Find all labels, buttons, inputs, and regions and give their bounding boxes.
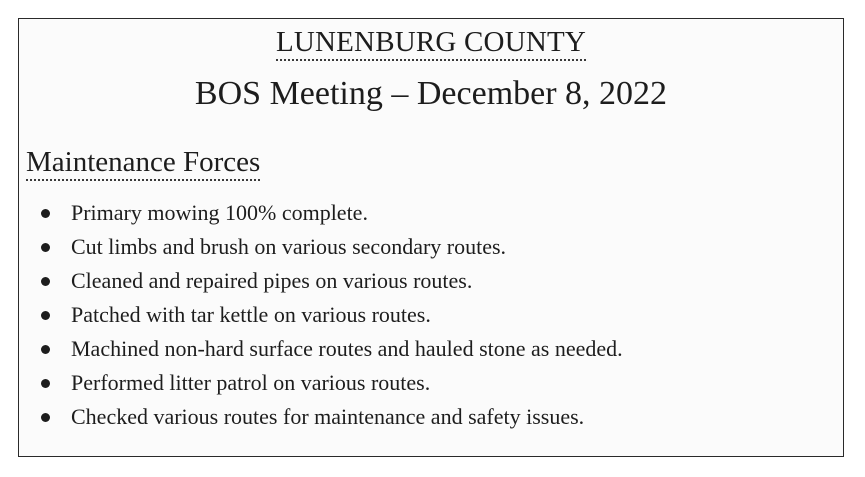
list-item <box>19 298 623 332</box>
list-item <box>19 332 623 366</box>
county-title <box>19 25 843 59</box>
list-item-text: Machined non-hard surface routes and hauled stone as needed. <box>71 336 623 361</box>
bullet-icon <box>41 243 50 252</box>
county-title-text: LUNENBURG COUNTY <box>276 26 586 61</box>
list-item-text: Checked various routes for maintenance and safety issues. <box>71 404 585 429</box>
maintenance-list <box>19 196 623 434</box>
list-item-text: Patched with tar kettle on various routes. <box>71 302 431 327</box>
list-item <box>19 400 623 434</box>
bullet-icon <box>41 379 50 388</box>
list-item <box>19 230 623 264</box>
bullet-icon <box>41 277 50 286</box>
list-item <box>19 366 623 400</box>
list-item-text: Cut limbs and brush on various secondary routes. <box>71 234 507 259</box>
list-item-text: Performed litter patrol on various routes. <box>71 370 431 395</box>
list-item-text: Primary mowing 100% complete. <box>71 200 368 225</box>
list-item-text: Cleaned and repaired pipes on various routes. <box>71 268 473 293</box>
bullet-icon <box>41 345 50 354</box>
bullet-icon <box>41 209 50 218</box>
section-heading <box>26 145 260 179</box>
meeting-subtitle: BOS Meeting – December 8, 2022 <box>194 75 668 112</box>
document-slide <box>18 18 844 457</box>
bullet-icon <box>41 311 50 320</box>
list-item <box>19 264 623 298</box>
bullet-icon <box>41 413 50 422</box>
list-item <box>19 196 623 230</box>
section-heading-text: Maintenance Forces <box>26 146 260 181</box>
